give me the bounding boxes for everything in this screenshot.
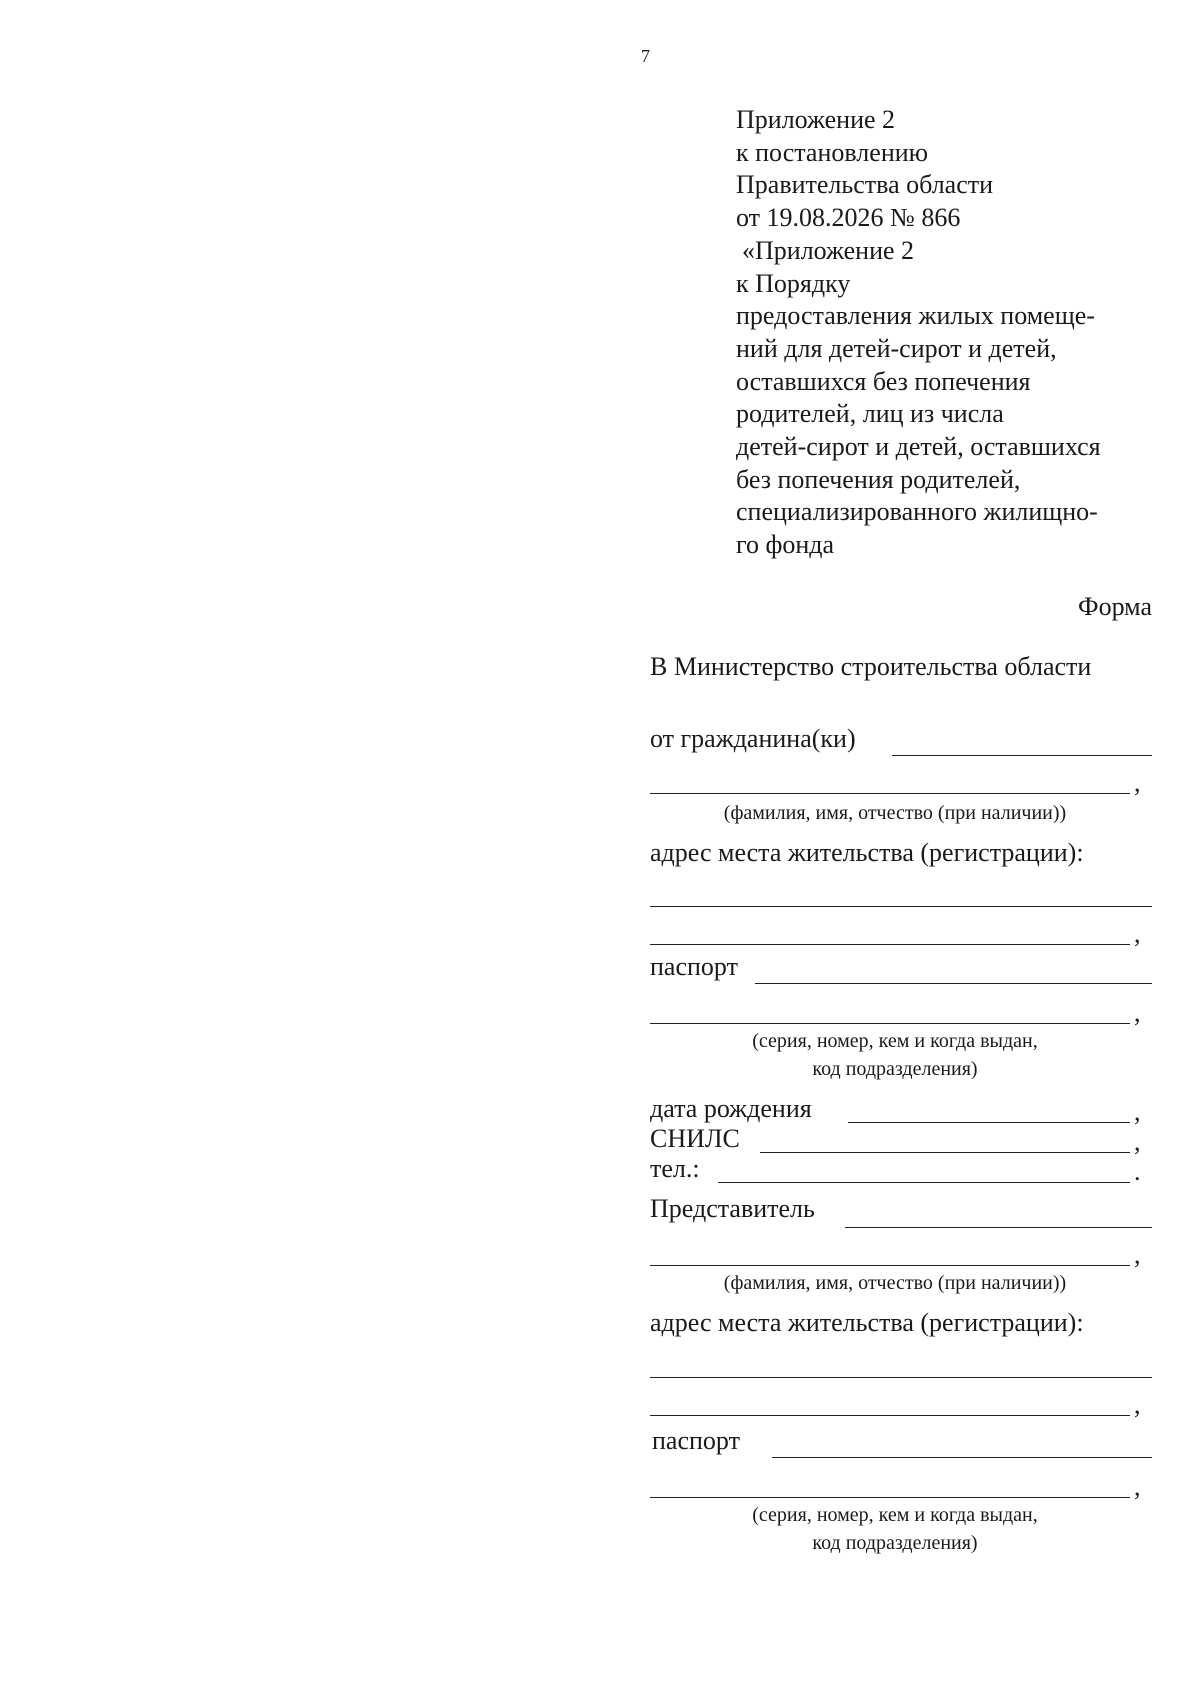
representative-label: Представитель (650, 1194, 815, 1223)
representative-name-field-cont[interactable] (650, 1265, 1130, 1266)
phone-label: тел.: (650, 1154, 700, 1183)
period: . (1134, 1157, 1141, 1186)
recipient-line: В Министерство строительства области (650, 652, 1092, 681)
snils-label: СНИЛС (650, 1124, 740, 1153)
comma: , (1134, 768, 1141, 797)
citizen-name-field-cont[interactable] (650, 793, 1130, 794)
birth-date-label: дата рождения (650, 1094, 812, 1123)
comma: , (1134, 1097, 1141, 1126)
snils-field[interactable] (760, 1152, 1130, 1153)
comma: , (1134, 1127, 1141, 1156)
passport-label: паспорт (650, 952, 738, 981)
passport-hint: код подразделения) (812, 1058, 978, 1080)
comma: , (1134, 1240, 1141, 1269)
from-citizen-label: от гражданина(ки) (650, 724, 856, 753)
appendix-line: оставшихся без попечения (736, 366, 1031, 396)
representative-address-field[interactable] (650, 1377, 1152, 1378)
representative-address-label: адрес места жительства (регистрации): (650, 1308, 1084, 1337)
appendix-line: го фонда (736, 530, 835, 560)
representative-address-field-cont[interactable] (650, 1415, 1130, 1416)
representative-passport-label: паспорт (652, 1426, 740, 1455)
appendix-line: без попечения родителей, (736, 464, 1021, 494)
comma: , (1134, 919, 1141, 948)
appendix-line: предоставления жилых помеще- (736, 301, 1095, 331)
comma: , (1134, 1390, 1141, 1419)
appendix-line: ний для детей-сирот и детей, (736, 333, 1057, 363)
passport-field-cont[interactable] (650, 1023, 1130, 1024)
appendix-line: от 19.08.2026 № 866 (736, 203, 961, 233)
fio-hint: (фамилия, имя, отчество (при наличии)) (723, 802, 1067, 824)
address-field[interactable] (650, 906, 1152, 907)
appendix-line: родителей, лиц из числа (736, 399, 1004, 429)
appendix-header (736, 104, 1156, 562)
representative-passport-hint: (серия, номер, кем и когда выдан, (752, 1504, 1038, 1526)
passport-hint: (серия, номер, кем и когда выдан, (752, 1030, 1038, 1052)
comma: , (1134, 998, 1141, 1027)
appendix-line: специализированного жилищно- (736, 497, 1098, 527)
appendix-line: детей-сирот и детей, оставшихся (736, 432, 1101, 462)
appendix-line: Правительства области (736, 170, 994, 200)
birth-date-field[interactable] (848, 1122, 1130, 1123)
citizen-name-field[interactable] (892, 755, 1152, 756)
address-label: адрес места жительства (регистрации): (650, 838, 1084, 867)
appendix-line: к постановлению (736, 137, 929, 167)
representative-passport-hint: код подразделения) (812, 1532, 978, 1554)
representative-fio-hint: (фамилия, имя, отчество (при наличии)) (723, 1272, 1067, 1294)
passport-field[interactable] (755, 983, 1152, 984)
appendix-line: к Порядку (736, 268, 851, 298)
representative-passport-field[interactable] (772, 1457, 1152, 1458)
phone-field[interactable] (718, 1182, 1130, 1183)
appendix-line: Приложение 2 (736, 105, 896, 134)
representative-passport-field-cont[interactable] (650, 1497, 1130, 1498)
form-label: Форма (1078, 592, 1152, 621)
appendix-line: «Приложение 2 (742, 235, 915, 265)
representative-name-field[interactable] (845, 1227, 1152, 1228)
address-field-cont[interactable] (650, 944, 1130, 945)
page-number: 7 (641, 46, 650, 66)
comma: , (1134, 1472, 1141, 1501)
